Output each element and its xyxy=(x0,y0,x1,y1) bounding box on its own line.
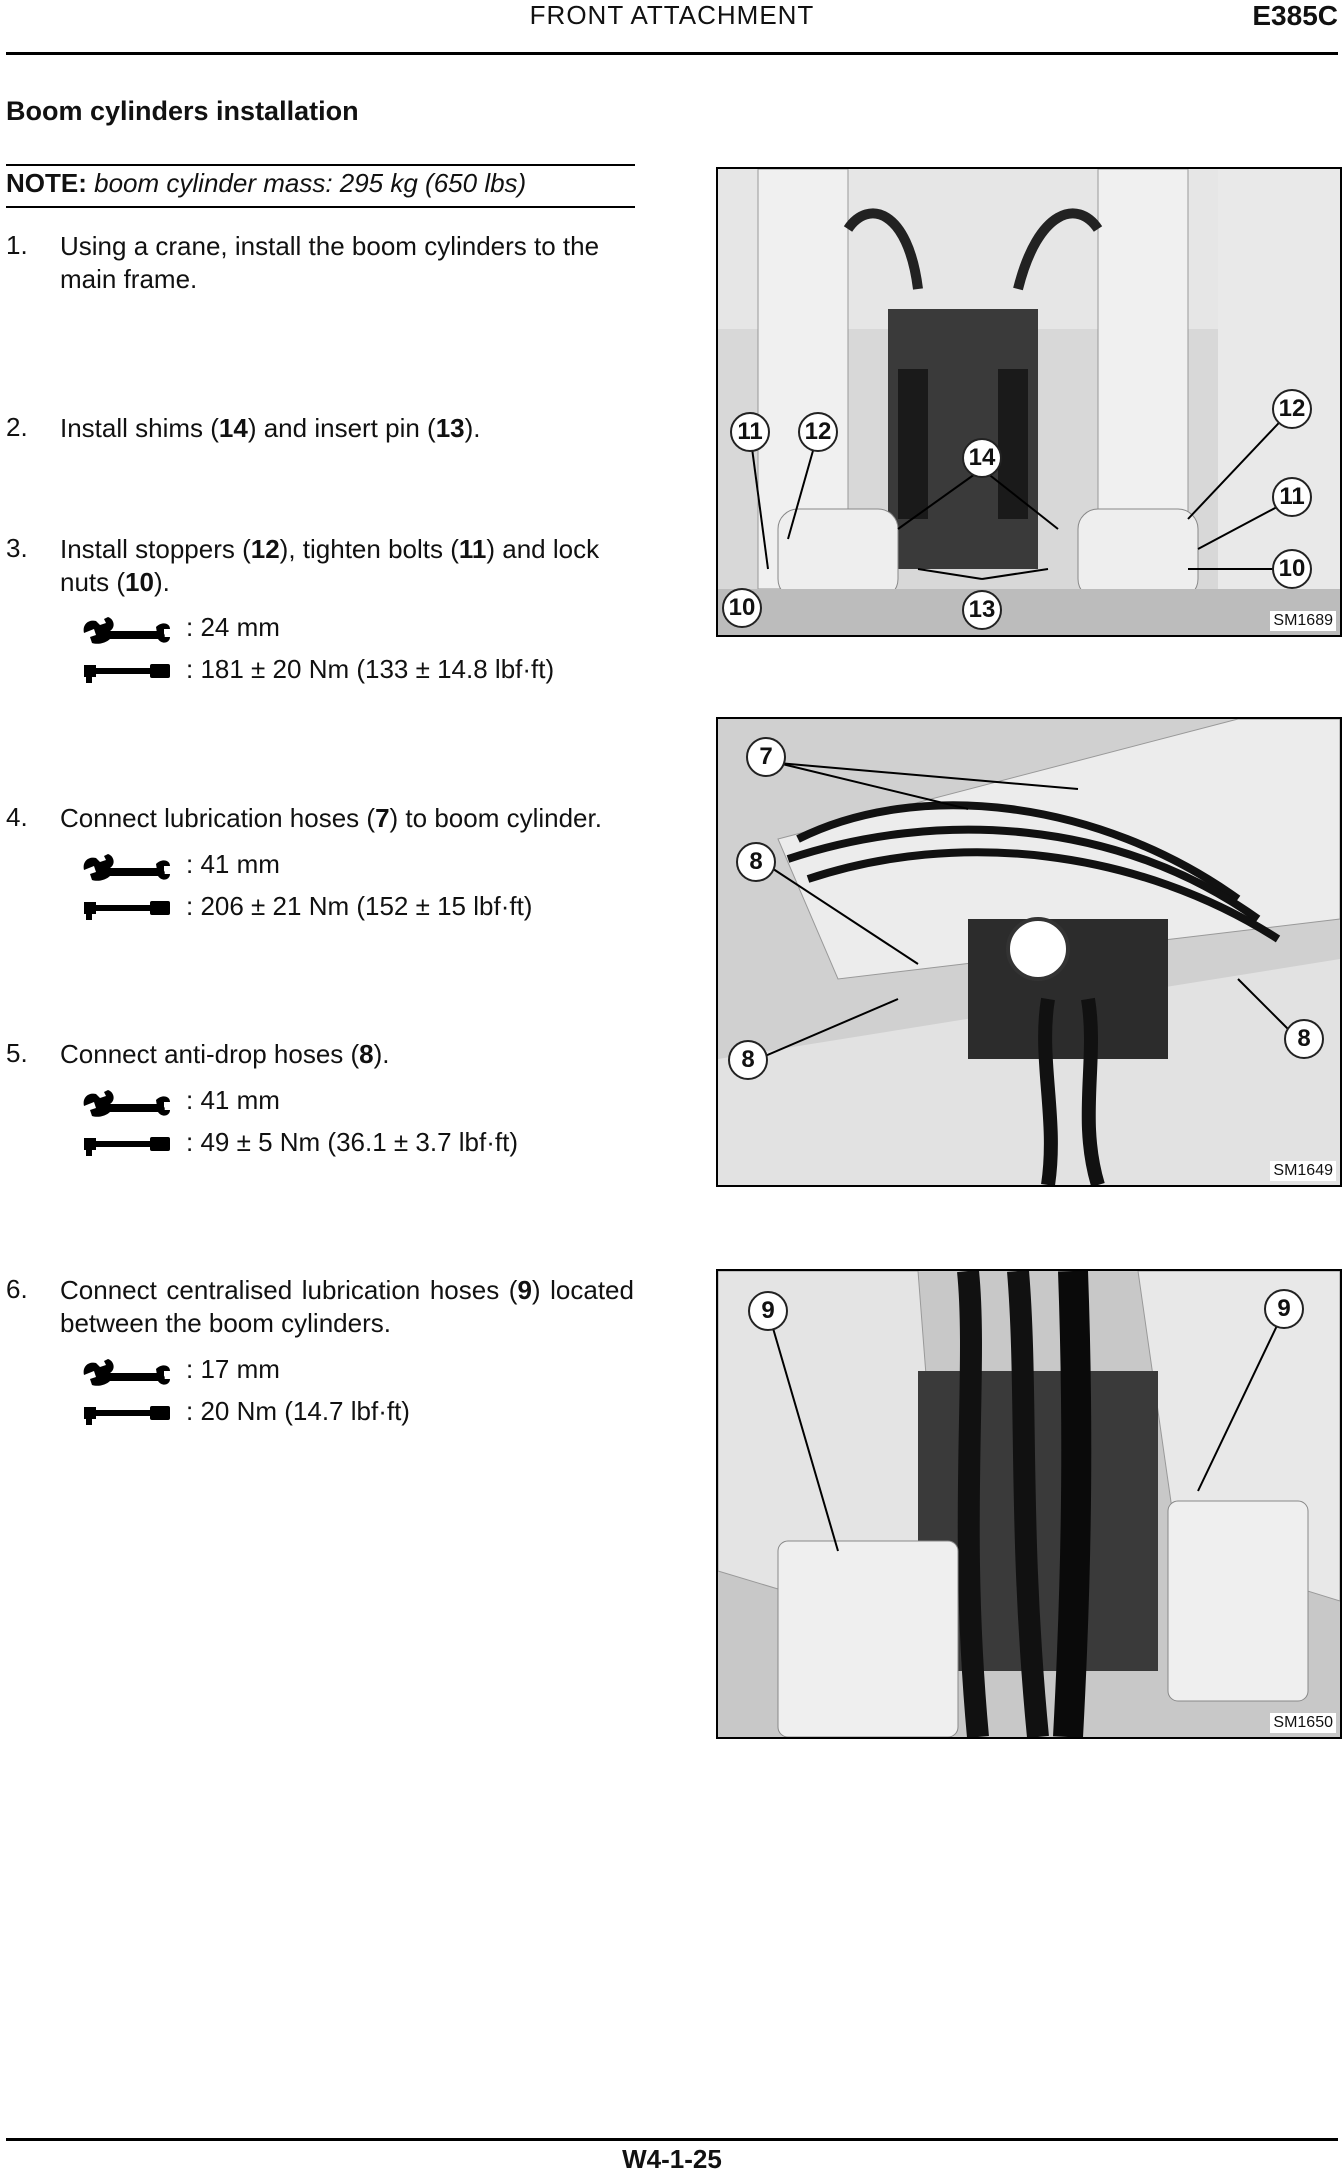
step-4-text: Connect lubrication hoses (7) to boom cylinder. xyxy=(60,803,602,833)
footer-rule xyxy=(6,2138,1338,2141)
step-2-text: Install shims (14) and insert pin (13). xyxy=(60,413,481,443)
callout-8: 8 xyxy=(736,842,776,882)
step-4-torque-spec: : 206 ± 21 Nm (152 ± 15 lbf·ft) xyxy=(80,886,532,926)
header-model: E385C xyxy=(1252,0,1338,31)
step-5-wrench-spec: : 41 mm xyxy=(80,1080,280,1120)
figure-boom-cylinder-mount xyxy=(716,167,1342,637)
wrench-icon xyxy=(80,844,172,884)
callout-11: 11 xyxy=(1272,477,1312,517)
note-label: NOTE: xyxy=(6,168,87,198)
callout-10: 10 xyxy=(722,588,762,628)
callout-12: 12 xyxy=(1272,389,1312,429)
step-2-number: 2. xyxy=(6,412,28,442)
torque-wrench-icon xyxy=(80,649,172,689)
callout-12: 12 xyxy=(798,412,838,452)
step-6-number: 6. xyxy=(6,1274,28,1304)
section-title: Boom cylinders installation xyxy=(6,96,359,126)
step-3-number: 3. xyxy=(6,533,28,563)
ref-7: 7 xyxy=(375,803,390,833)
figure-code: SM1649 xyxy=(1270,1161,1336,1181)
step-1-number: 1. xyxy=(6,230,28,260)
header-title: FRONT ATTACHMENT xyxy=(529,0,815,30)
callout-13: 13 xyxy=(962,590,1002,630)
figure-centralised-lubrication xyxy=(716,1269,1342,1739)
callout-8: 8 xyxy=(728,1040,768,1080)
lubrication-hoses-photo xyxy=(718,719,1340,1185)
callout-7: 7 xyxy=(746,737,786,777)
figure-code: SM1650 xyxy=(1270,1713,1336,1733)
torque-wrench-icon xyxy=(80,1391,172,1431)
step-3-text: Install stoppers (12), tighten bolts (11) and lock nuts (10). xyxy=(60,534,600,597)
note xyxy=(6,168,526,199)
callout-14: 14 xyxy=(962,438,1002,478)
ref-14: 14 xyxy=(218,413,248,443)
ref-9: 9 xyxy=(517,1275,532,1305)
step-4-wrench-spec: : 41 mm xyxy=(80,844,280,884)
ref-11: 11 xyxy=(458,534,487,564)
ref-10: 10 xyxy=(125,567,154,597)
step-6-text: Connect centralised lubrication hoses (9) located between the boom cylinders. xyxy=(60,1275,634,1338)
step-5-text: Connect anti-drop hoses (8). xyxy=(60,1039,390,1069)
note-rule-top xyxy=(6,164,635,166)
wrench-icon xyxy=(80,1349,172,1389)
wrench-icon xyxy=(80,1080,172,1120)
boom-mount-photo xyxy=(718,169,1340,635)
ref-8: 8 xyxy=(359,1039,374,1069)
step-6-torque-spec: : 20 Nm (14.7 lbf·ft) xyxy=(80,1391,410,1431)
ref-13: 13 xyxy=(435,413,465,443)
step-4-number: 4. xyxy=(6,802,28,832)
callout-8: 8 xyxy=(1284,1019,1324,1059)
figure-lubrication-hoses xyxy=(716,717,1342,1187)
step-1-text: Using a crane, install the boom cylinders to the main frame. xyxy=(60,231,600,294)
header-rule xyxy=(6,52,1338,55)
torque-wrench-icon xyxy=(80,1122,172,1162)
note-text: boom cylinder mass: 295 kg (650 lbs) xyxy=(94,168,527,198)
step-5-number: 5. xyxy=(6,1038,28,1068)
callout-9: 9 xyxy=(748,1291,788,1331)
torque-wrench-icon xyxy=(80,886,172,926)
centralised-lubrication-photo xyxy=(718,1271,1340,1737)
ref-12: 12 xyxy=(250,534,280,564)
step-3-wrench-spec: : 24 mm xyxy=(80,607,280,647)
note-rule-bottom xyxy=(6,206,635,208)
callout-11: 11 xyxy=(730,412,770,452)
figure-code: SM1689 xyxy=(1270,611,1336,631)
wrench-icon xyxy=(80,607,172,647)
step-5-torque-spec: : 49 ± 5 Nm (36.1 ± 3.7 lbf·ft) xyxy=(80,1122,518,1162)
page-number: W4-1-25 xyxy=(622,2144,722,2174)
callout-9: 9 xyxy=(1264,1289,1304,1329)
step-6-wrench-spec: : 17 mm xyxy=(80,1349,280,1389)
step-3-torque-spec: : 181 ± 20 Nm (133 ± 14.8 lbf·ft) xyxy=(80,649,554,689)
callout-10: 10 xyxy=(1272,549,1312,589)
